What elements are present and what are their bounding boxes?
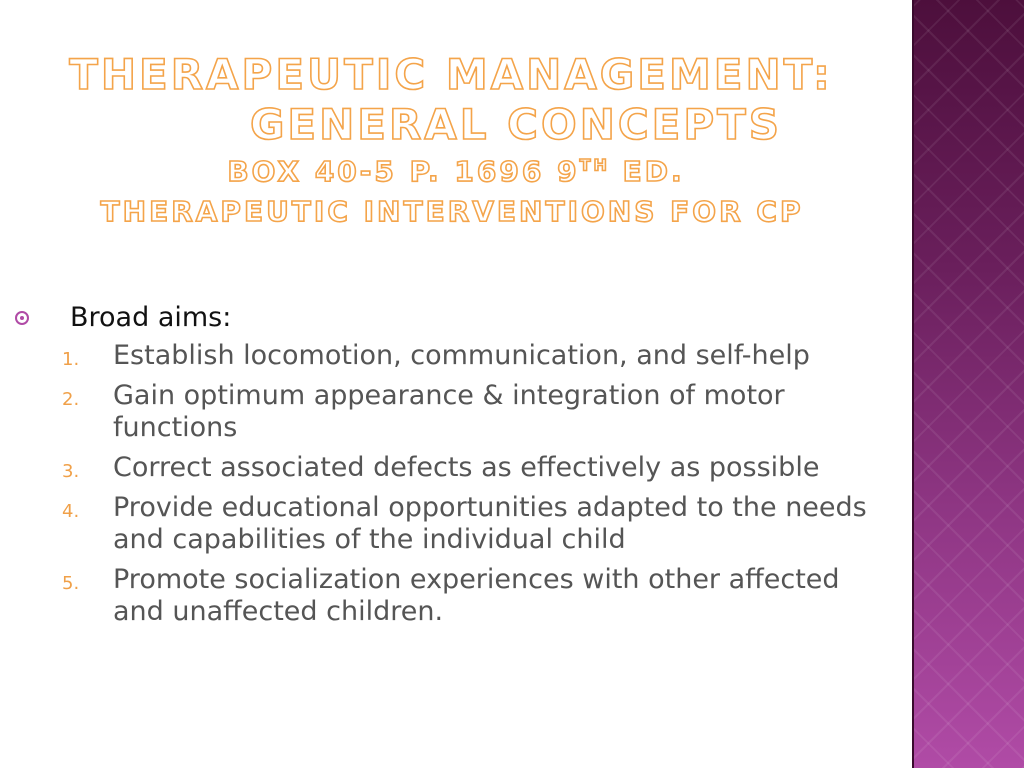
slide-title: [0, 50, 912, 232]
list-item-text: Promote socialization experiences with other affected and unaffected children.: [113, 564, 840, 627]
list-item: [0, 564, 912, 628]
title-line-3-superscript: TH: [579, 155, 610, 175]
bullet-label: Broad aims:: [70, 302, 232, 333]
aims-list: [0, 340, 912, 628]
list-item-text: Establish locomotion, communication, and self-help: [113, 340, 810, 371]
title-line-3: [0, 152, 912, 192]
list-item: [0, 492, 912, 556]
list-number: 5.: [62, 573, 80, 594]
list-number: 3.: [62, 461, 80, 482]
title-line-1: THERAPEUTIC MANAGEMENT:: [69, 50, 833, 99]
title-line-3-main: BOX 40-5 P. 1696 9: [227, 155, 580, 188]
list-number: 4.: [62, 501, 80, 522]
list-item-text: Correct associated defects as effectively as possible: [113, 452, 820, 483]
side-panel-edge: [912, 0, 914, 768]
list-item: [0, 452, 912, 484]
decorative-side-panel: [912, 0, 1024, 768]
circle-bullet-icon: [15, 311, 29, 325]
bullet-item: [0, 300, 912, 340]
list-item: [0, 340, 912, 372]
list-item-text: Provide educational opportunities adapted to the needs and capabilities of the individual child: [113, 492, 867, 555]
list-number: 2.: [62, 389, 80, 410]
title-line-2: GENERAL CONCEPTS: [249, 100, 783, 149]
slide-content: [0, 300, 912, 636]
title-line-3-end: ED.: [609, 155, 685, 188]
list-number: 1.: [62, 349, 80, 370]
list-item: [0, 380, 912, 444]
list-item-text: Gain optimum appearance & integration of motor functions: [113, 380, 785, 443]
title-line-4: THERAPEUTIC INTERVENTIONS FOR CP: [100, 195, 804, 228]
